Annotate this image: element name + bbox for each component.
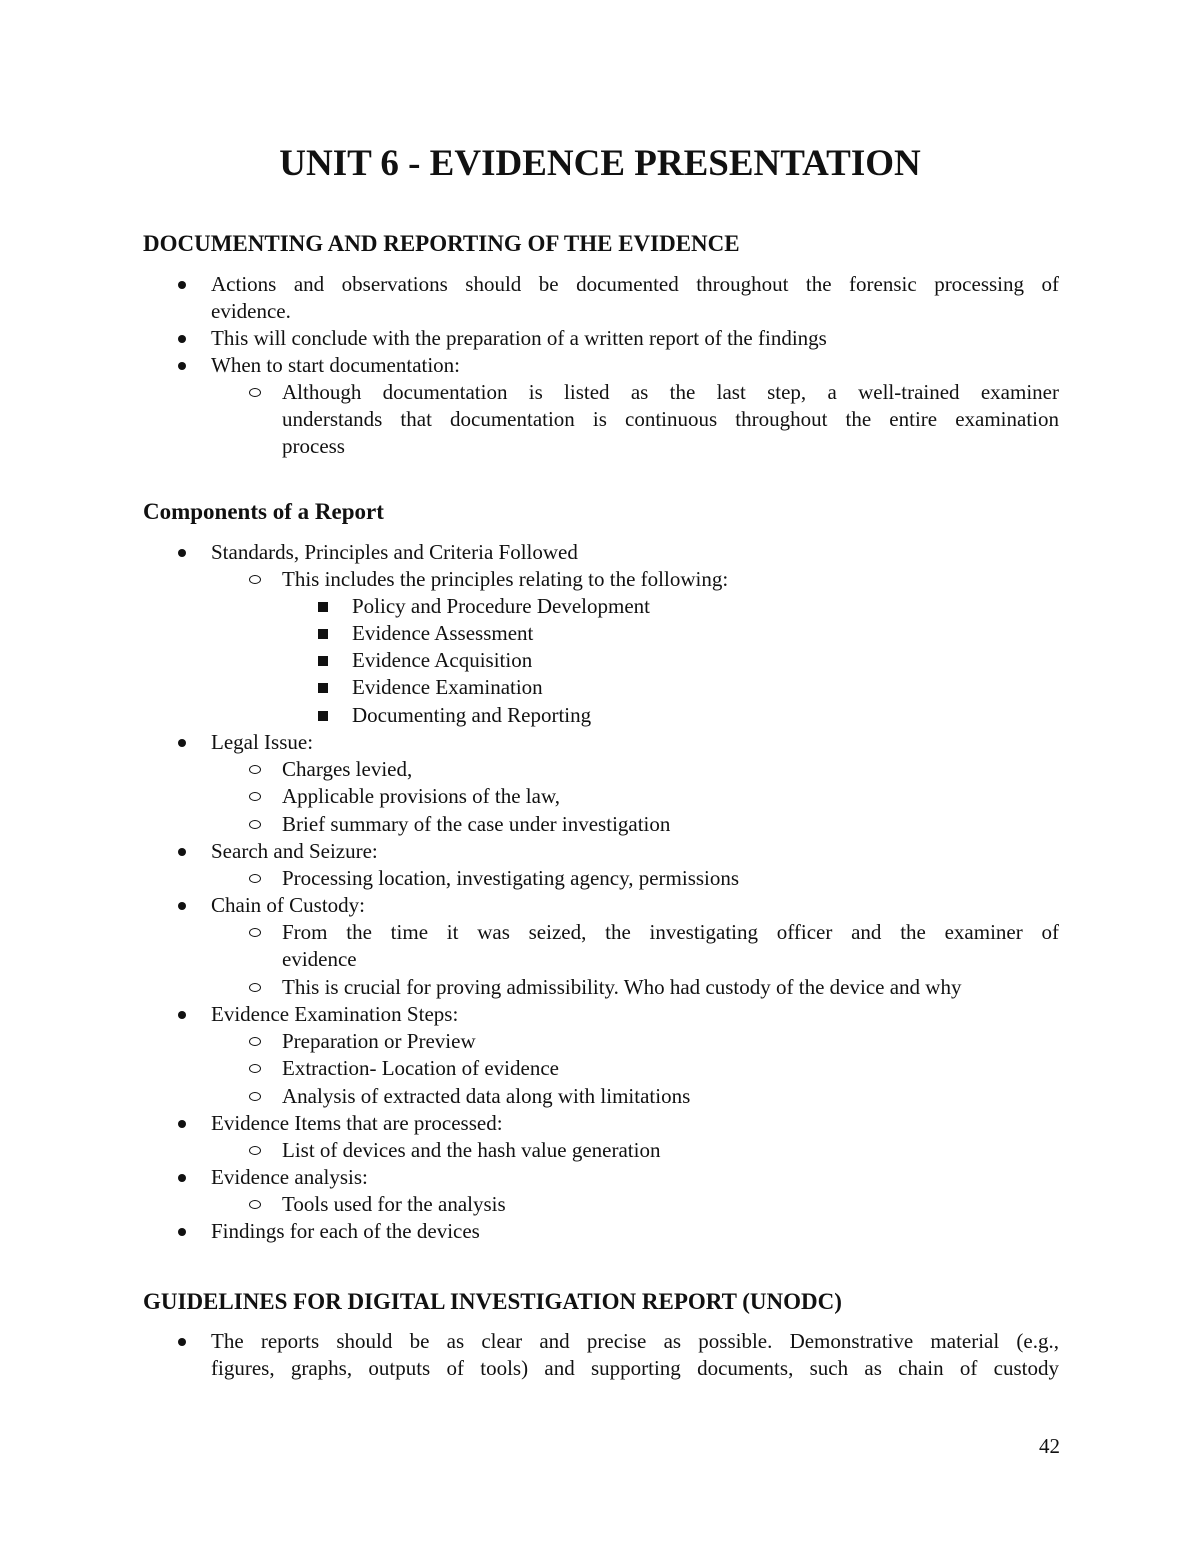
bullet-circle-icon (249, 388, 261, 397)
list-item: Evidence Items that are processed: (211, 1111, 503, 1135)
page-number: 42 (1039, 1434, 1060, 1458)
list-item: Actions and observations should be documented throughout the forensic processing of (211, 272, 1059, 296)
bullet-square-icon (318, 629, 328, 639)
sub-list-item: Although documentation is listed as the last step, a well-trained examiner (282, 380, 1059, 404)
sub-list-item: Processing location, investigating agency, permissions (282, 866, 740, 890)
bullet-circle-icon (249, 575, 261, 584)
bullet-dot-icon (178, 1228, 186, 1236)
list-item: Standards, Principles and Criteria Followed (211, 540, 578, 564)
list-item: Search and Seizure: (211, 839, 378, 863)
sub-list-item-continuation: evidence (282, 947, 357, 971)
bullet-circle-icon (249, 792, 261, 801)
bullet-dot-icon (178, 281, 186, 289)
list-item: This will conclude with the preparation of a written report of the findings (211, 326, 827, 350)
bullet-circle-icon (249, 1037, 261, 1046)
list-item: Evidence analysis: (211, 1165, 368, 1189)
bullet-dot-icon (178, 1338, 186, 1346)
sub-list-item: From the time it was seized, the investigating officer and the examiner of (282, 920, 1059, 944)
sub-list-item: This includes the principles relating to the following: (282, 567, 729, 591)
bullet-dot-icon (178, 1011, 186, 1019)
sub-list-item: Analysis of extracted data along with limitations (282, 1084, 691, 1108)
sub-list-item: Preparation or Preview (282, 1029, 476, 1053)
bullet-square-icon (318, 602, 328, 612)
bullet-dot-icon (178, 1120, 186, 1128)
bullet-dot-icon (178, 1174, 186, 1182)
bullet-square-icon (318, 683, 328, 693)
bullet-circle-icon (249, 1092, 261, 1101)
list-item: The reports should be as clear and precise as possible. Demonstrative material (e.g., (211, 1329, 1059, 1353)
list-item: Chain of Custody: (211, 893, 366, 917)
sub-list-item: Extraction- Location of evidence (282, 1056, 559, 1080)
sub-sub-list-item: Evidence Assessment (352, 621, 534, 645)
sub-list-item-continuation: process (282, 434, 345, 458)
sub-sub-list-item: Evidence Acquisition (352, 648, 533, 672)
section-heading-components: Components of a Report (143, 499, 384, 524)
bullet-circle-icon (249, 983, 261, 992)
sub-sub-list-item: Documenting and Reporting (352, 703, 592, 727)
bullet-square-icon (318, 711, 328, 721)
bullet-dot-icon (178, 549, 186, 557)
sub-sub-list-item: Policy and Procedure Development (352, 594, 650, 618)
sub-list-item: This is crucial for proving admissibility. Who had custody of the device and why (282, 975, 962, 999)
sub-sub-list-item: Evidence Examination (352, 675, 543, 699)
sub-list-item: Brief summary of the case under investigation (282, 812, 671, 836)
sub-list-item-continuation: understands that documentation is continuous throughout the entire examination (282, 407, 1059, 431)
bullet-circle-icon (249, 1200, 261, 1209)
sub-list-item: Applicable provisions of the law, (282, 784, 560, 808)
bullet-dot-icon (178, 848, 186, 856)
bullet-dot-icon (178, 739, 186, 747)
section-heading-documenting: DOCUMENTING AND REPORTING OF THE EVIDENCE (143, 231, 740, 256)
list-item: Findings for each of the devices (211, 1219, 480, 1243)
bullet-circle-icon (249, 1146, 261, 1155)
page-title: UNIT 6 - EVIDENCE PRESENTATION (279, 143, 921, 184)
bullet-dot-icon (178, 902, 186, 910)
bullet-dot-icon (178, 335, 186, 343)
bullet-square-icon (318, 656, 328, 666)
bullet-circle-icon (249, 820, 261, 829)
sub-list-item: Charges levied, (282, 757, 413, 781)
bullet-circle-icon (249, 874, 261, 883)
bullet-dot-icon (178, 362, 186, 370)
bullet-circle-icon (249, 765, 261, 774)
sub-list-item: Tools used for the analysis (282, 1192, 506, 1216)
section-heading-guidelines: GUIDELINES FOR DIGITAL INVESTIGATION REPORT (UNODC) (143, 1289, 842, 1314)
list-item: Evidence Examination Steps: (211, 1002, 459, 1026)
list-item: Legal Issue: (211, 730, 314, 754)
bullet-circle-icon (249, 1064, 261, 1073)
list-item-continuation: figures, graphs, outputs of tools) and supporting documents, such as chain of custody (211, 1356, 1059, 1380)
list-item-continuation: evidence. (211, 299, 291, 323)
list-item: When to start documentation: (211, 353, 461, 377)
bullet-circle-icon (249, 928, 261, 937)
sub-list-item: List of devices and the hash value generation (282, 1138, 661, 1162)
